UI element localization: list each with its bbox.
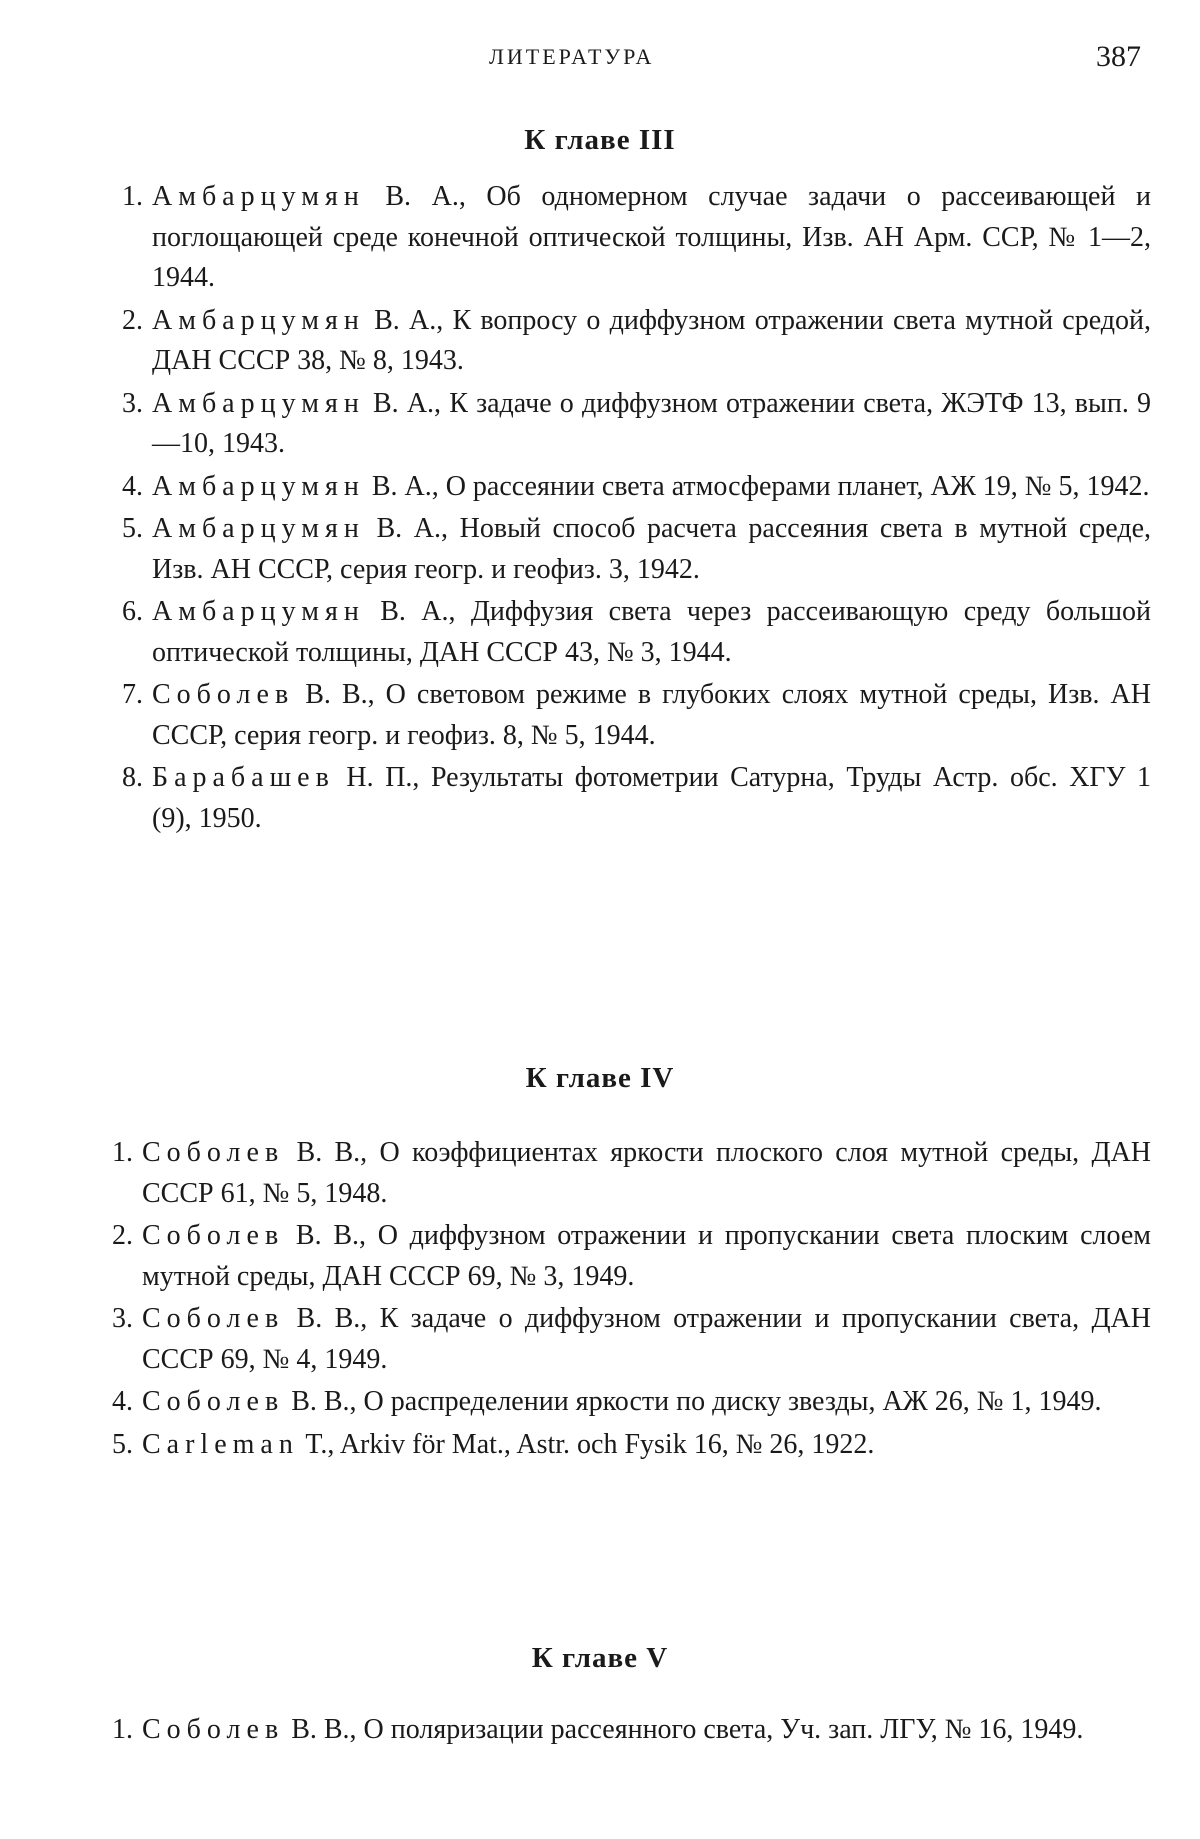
reference-list-chapter-3: [122, 177, 1152, 841]
reference-text: T., Arkiv för Mat., Astr. och Fysik 16, № 26, 1922.: [305, 1428, 875, 1460]
running-title: ЛИТЕРАТУРА: [489, 44, 655, 69]
reference-number: 3.: [112, 1303, 133, 1334]
reference-item: [112, 1382, 1151, 1423]
reference-list-chapter-4: [112, 1133, 1152, 1467]
reference-author: Соболев: [142, 1386, 285, 1417]
reference-item: [122, 675, 1151, 756]
reference-number: 3.: [122, 387, 143, 419]
reference-number: 8.: [122, 762, 143, 793]
reference-text: В. А., Об одномерном случае задачи о рассеивающей и поглощающей среде конечной оптической толщины, Изв. АН Арм. ССР, № 1—2, 1944.: [152, 181, 1151, 293]
page-number: 387: [1096, 40, 1141, 73]
reference-number: 6.: [122, 596, 143, 627]
reference-item: [122, 384, 1151, 465]
reference-item: [112, 1299, 1151, 1380]
reference-text: В. А., К задаче о диффузном отражении света, ЖЭТФ 13, вып. 9—10, 1943.: [152, 387, 1151, 459]
reference-number: 1.: [112, 1137, 133, 1168]
reference-text: В. В., К задаче о диффузном отражении и пропускании света, ДАН СССР 69, № 4, 1949.: [142, 1303, 1151, 1375]
reference-item: [122, 758, 1152, 839]
reference-author: Амбарцумян: [152, 513, 365, 544]
reference-number: 7.: [122, 679, 143, 710]
reference-author: Амбарцумян: [152, 596, 365, 627]
section-heading-chapter-5: К главе V: [531, 1642, 669, 1674]
reference-author: Carleman: [142, 1428, 299, 1460]
reference-number: 2.: [112, 1220, 133, 1251]
reference-author: Соболев: [142, 1714, 285, 1745]
reference-number: 1.: [122, 181, 143, 212]
reference-item: [122, 467, 1151, 508]
reference-author: Амбарцумян: [152, 470, 365, 502]
reference-author: Амбарцумян: [152, 304, 365, 336]
reference-item: [122, 509, 1152, 590]
section-heading-chapter-4: К главе IV: [525, 1062, 675, 1094]
reference-list-chapter-5: [112, 1710, 1151, 1753]
reference-number: 4.: [122, 470, 143, 502]
reference-number: 1.: [112, 1714, 133, 1745]
reference-text: В. А., Новый способ расчета рассеяния света в мутной среде, Изв. АН СССР, серия геогр. и геофиз. 3, 1942.: [152, 513, 1152, 585]
reference-author: Соболев: [142, 1303, 285, 1334]
reference-author: Соболев: [152, 679, 295, 710]
reference-number: 4.: [112, 1386, 133, 1417]
reference-text: В. А., Диффузия света через рассеивающую среду большой оптической толщины, ДАН СССР 43, № 3, 1944.: [152, 596, 1151, 668]
reference-item: [122, 301, 1152, 382]
reference-number: 5.: [122, 513, 143, 544]
reference-text: В. В., О поляризации рассеянного света, Уч. зап. ЛГУ, № 16, 1949.: [291, 1714, 1084, 1745]
reference-author: Амбарцумян: [152, 387, 365, 419]
reference-text: Н. П., Результаты фотометрии Сатурна, Труды Астр. обс. ХГУ 1 (9), 1950.: [152, 762, 1152, 834]
reference-text: В. В., О коэффициентах яркости плоского слоя мутной среды, ДАН СССР 61, № 5, 1948.: [142, 1137, 1152, 1209]
reference-text: В. А., О рассеянии света атмосферами планет, АЖ 19, № 5, 1942.: [371, 470, 1150, 502]
reference-text: В. В., О распределении яркости по диску звезды, АЖ 26, № 1, 1949.: [291, 1386, 1102, 1417]
running-head: [0, 40, 1200, 84]
reference-item: [112, 1710, 1151, 1751]
reference-text: В. В., О световом режиме в глубоких слоях мутной среды, Изв. АН СССР, серия геогр. и геофиз. 8, № 5, 1944.: [152, 679, 1151, 751]
reference-item: [122, 177, 1151, 299]
reference-number: 5.: [112, 1428, 133, 1460]
reference-author: Соболев: [142, 1137, 285, 1168]
reference-author: Соболев: [142, 1220, 285, 1251]
reference-item: [122, 592, 1151, 673]
reference-item: [112, 1133, 1152, 1214]
reference-text: В. В., О диффузном отражении и пропускании света плоским слоем мутной среды, ДАН СССР 69, № 3, 1949.: [142, 1220, 1152, 1292]
reference-number: 2.: [122, 304, 143, 336]
reference-author: Амбарцумян: [152, 181, 365, 212]
reference-text: В. А., К вопросу о диффузном отражении света мутной средой, ДАН СССР 38, № 8, 1943.: [152, 304, 1152, 376]
reference-author: Барабашев: [152, 762, 335, 793]
section-heading-chapter-3: К главе III: [524, 124, 676, 156]
reference-item: [112, 1216, 1152, 1297]
reference-item: [112, 1425, 1151, 1466]
